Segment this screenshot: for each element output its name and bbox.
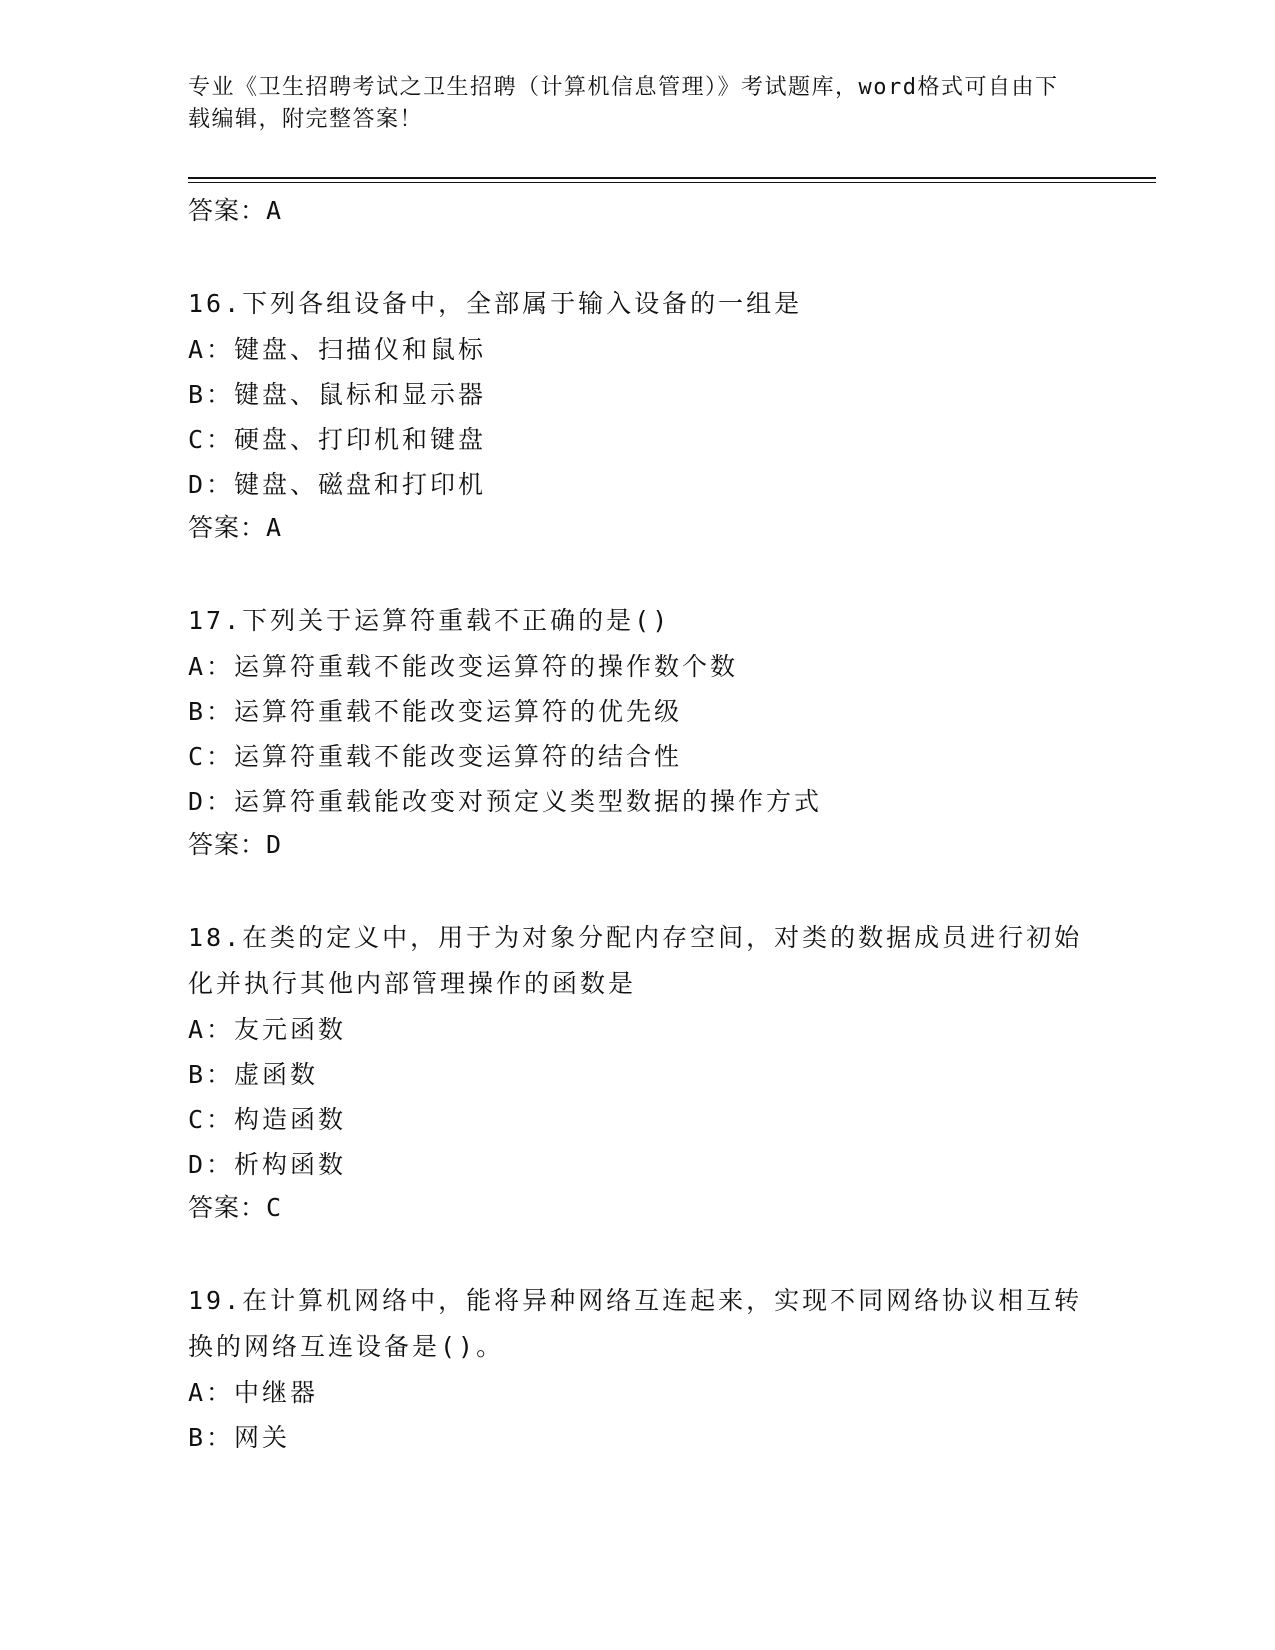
- question-stem: 17.下列关于运算符重载不正确的是(): [188, 606, 671, 635]
- option-d: D：键盘、磁盘和打印机: [188, 470, 487, 499]
- option-d: D：析构函数: [188, 1150, 347, 1179]
- option-b: B：运算符重载不能改变运算符的优先级: [188, 697, 683, 726]
- option-a: A：友元函数: [188, 1015, 347, 1044]
- header-divider-thin: [188, 182, 1156, 183]
- option-c: C：构造函数: [188, 1105, 347, 1134]
- option-c: C：运算符重载不能改变运算符的结合性: [188, 742, 683, 771]
- option-b: B：网关: [188, 1423, 291, 1452]
- option-b: B：键盘、鼠标和显示器: [188, 380, 487, 409]
- answer-line: 答案：A: [188, 196, 283, 225]
- answer-line: 答案：A: [188, 513, 283, 542]
- answer-line: 答案：C: [188, 1193, 283, 1222]
- option-b: B：虚函数: [188, 1060, 319, 1089]
- option-c: C：硬盘、打印机和键盘: [188, 425, 487, 454]
- option-d: D：运算符重载能改变对预定义类型数据的操作方式: [188, 787, 823, 816]
- question-stem: 19.在计算机网络中，能将异种网络互连起来，实现不同网络协议相互转换的网络互连设备是()。: [188, 1286, 1083, 1361]
- option-a: A：运算符重载不能改变运算符的操作数个数: [188, 652, 739, 681]
- option-a: A：中继器: [188, 1378, 319, 1407]
- question-stem: 18.在类的定义中，用于为对象分配内存空间，对类的数据成员进行初始化并执行其他内部管理操作的函数是: [188, 923, 1083, 998]
- option-a: A：键盘、扫描仪和鼠标: [188, 335, 487, 364]
- answer-line: 答案：D: [188, 830, 283, 859]
- document-header: 专业《卫生招聘考试之卫生招聘（计算机信息管理）》考试题库，word格式可自由下载编辑，附完整答案！: [188, 75, 1059, 132]
- question-list: [188, 190, 1088, 1460]
- question-stem: 16.下列各组设备中，全部属于输入设备的一组是: [188, 289, 803, 318]
- header-divider: [188, 177, 1156, 179]
